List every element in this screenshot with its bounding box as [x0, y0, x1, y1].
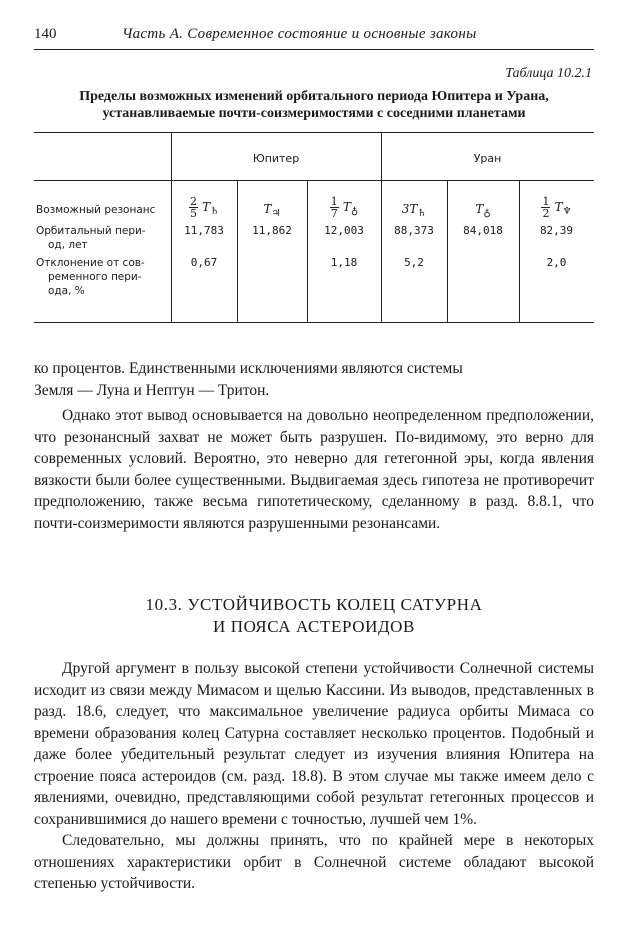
- running-title: Часть А. Современное состояние и основные законы: [122, 26, 477, 42]
- period-symbol: 3T: [401, 202, 418, 216]
- period-symbol: T: [554, 200, 563, 214]
- header-rule: [34, 49, 594, 50]
- paragraph: Другой аргумент в пользу высокой степени устойчивости Солнечной системы исходит из связи между Мимасом и щелью Кассини. Из выводов, представленных в разд. 18.6, следует, что максимальное увеличение радиуса орбиты Мимаса со времени образования колец Сатурна составляет несколько процентов. Подобный и даже более убедительный результат следует из изучения влияния Юпитера на строение пояса астероидов (см. разд. 18.8). В этом случае мы также имеем дело с явлениями, очевидно, представляющими собой результат гетегонных процессов и сохранившимися до нашего времени с точностью, лучшей чем 1%.: [34, 660, 594, 828]
- deviation-value: 0,67: [190, 256, 218, 269]
- period-symbol: T: [475, 202, 484, 216]
- paragraph: Следовательно, мы должны принять, что по крайней мере в некоторых отношениях характеристики орбит в Солнечной системе обладают высокой степенью устойчивости.: [34, 832, 594, 892]
- section-heading: [34, 594, 594, 638]
- period-symbol: T: [342, 200, 351, 214]
- text-block: [34, 658, 594, 895]
- group-header-jupiter: Юпитер: [252, 152, 300, 165]
- fraction-denominator: 2: [542, 207, 550, 220]
- jupiter-icon: ♃: [271, 208, 281, 219]
- row-label-period: Орбитальный пери-: [36, 225, 146, 237]
- period-value: 82,39: [539, 224, 574, 237]
- table-header-rule: [34, 180, 594, 181]
- fraction: [189, 196, 198, 219]
- row-label-deviation: ода, %: [48, 285, 85, 297]
- deviation-value: 2,0: [546, 256, 567, 269]
- row-label-deviation: Отклонение от сов-: [36, 257, 145, 269]
- row-label-deviation: ременного пери-: [48, 271, 142, 283]
- fraction: [330, 196, 339, 219]
- neptune-icon: ♆: [562, 206, 572, 217]
- row-label-resonance: Возможный резонанс: [36, 204, 156, 216]
- uranus-icon: ♁: [483, 208, 491, 219]
- deviation-value: 1,18: [330, 256, 358, 269]
- text-line: ко процентов. Единственными исключениями являются системы: [34, 360, 463, 377]
- fraction-denominator: 5: [189, 207, 197, 220]
- row-label-period: од, лет: [48, 239, 88, 251]
- table-bottom-rule: [34, 322, 594, 323]
- period-value: 12,003: [324, 224, 364, 237]
- table-title: [34, 88, 594, 122]
- period-value: 11,783: [184, 224, 224, 237]
- period-value: 88,373: [394, 224, 434, 237]
- period-value: 84,018: [463, 224, 503, 237]
- fraction-numerator: 1: [330, 195, 338, 208]
- table-top-rule: [34, 132, 594, 133]
- table-label: Таблица 10.2.1: [505, 66, 592, 81]
- saturn-icon: ♄: [417, 208, 427, 219]
- section-heading-line: И ПОЯСА АСТЕРОИДОВ: [213, 617, 415, 636]
- text-block: [34, 358, 594, 534]
- section-heading-line: 10.3. УСТОЙЧИВОСТЬ КОЛЕЦ САТУРНА: [145, 595, 483, 614]
- saturn-icon: ♄: [210, 206, 220, 217]
- paragraph: Однако этот вывод основывается на довольно неопределенном предположении, что резонансный захват не может быть разрушен. По-видимому, это верно для современных условий. Вероятно, это неверно для гетегонной эры, когда явления вязкости были более существенными. Выдвигаемая здесь гипотеза не противоречит предположению, также весьма гипотетическому, сделанному в разд. 8.8.1, что почти-соизмеримости являются разрушенными резонансами.: [34, 407, 594, 532]
- fraction-numerator: 1: [542, 195, 550, 208]
- period-symbol: T: [202, 200, 211, 214]
- group-header-uranus: Уран: [473, 152, 502, 165]
- period-value: 11,862: [252, 224, 292, 237]
- period-symbol: T: [263, 202, 272, 216]
- fraction: [541, 196, 550, 219]
- fraction-denominator: 7: [330, 207, 338, 220]
- deviation-value: 5,2: [404, 256, 424, 269]
- table-title-line: устанавливаемые почти-соизмеримостями с соседними планетами: [102, 106, 526, 121]
- uranus-icon: ♁: [350, 206, 359, 217]
- resonance-cell: [171, 196, 237, 224]
- resonance-cell: [519, 196, 594, 224]
- fraction-numerator: 2: [189, 195, 197, 208]
- resonance-cell: [307, 196, 381, 224]
- table-title-line: Пределы возможных изменений орбитального периода Юпитера и Урана,: [79, 89, 549, 104]
- running-header: [34, 26, 594, 46]
- page-number: 140: [34, 26, 57, 42]
- text-line: Земля — Луна и Нептун — Тритон.: [34, 381, 270, 399]
